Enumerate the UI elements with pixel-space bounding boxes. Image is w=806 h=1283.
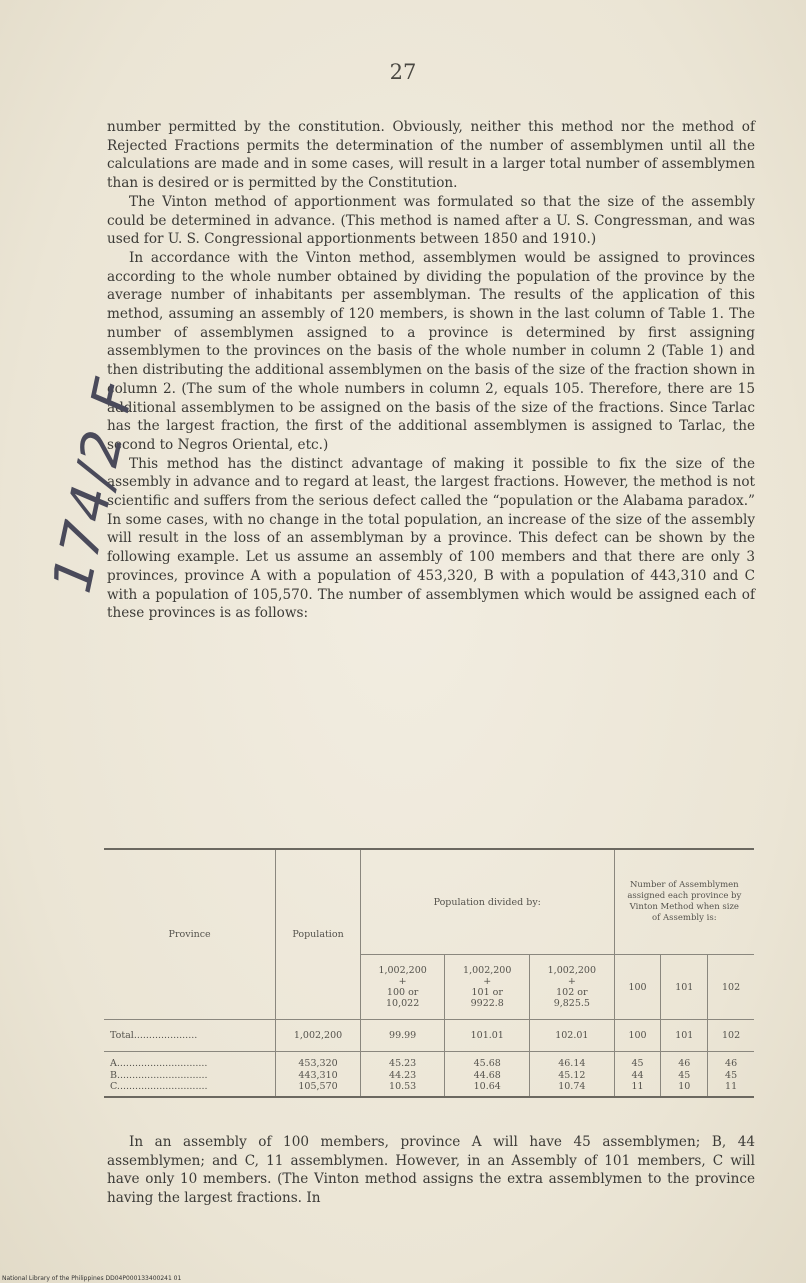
- header-population: Population: [276, 849, 361, 1020]
- paragraph-4: This method has the distinct advantage of making it possible to fix the size of the assembly in advance and to regard at least, the largest fractions. However, the method is not scientific and suffers from the serious defect called the “population or the Alabama paradox.” In some cases, with no change in the total population, an increase of the size of the assembly will result in the loss of an assemblyman by a province. This defect can be shown by the following example. Let us assume an assembly of 100 members and that there are only 3 provinces, province A with a population of 453,320, B with a population of 443,310 and C with a population of 105,570. The number of assemblymen which would be assigned each of these provinces is as follows:: [107, 455, 755, 622]
- header-number: Number of Assemblymen assigned each province by Vinton Method when size of Assembly is:: [614, 849, 754, 955]
- apportionment-table: [104, 848, 754, 1098]
- paragraph-2: The Vinton method of apportionment was formulated so that the size of the assembly could be determined in advance. (This method is named after a U. S. Congressman, and was used for U. S. Congressional apportionments between 1850 and 1910.): [107, 193, 755, 248]
- divisor-100: 1,002,200 + 100 or 10,022: [360, 955, 445, 1020]
- paragraph-after-table: In an assembly of 100 members, province A will have 45 assemblymen; B, 44 assemblymen; and C, 11 assemblymen. However, in an Assembly of 101 members, C will have only 10 members. (The Vinton method assigns the extra assemblymen to the province having the largest fractions. In: [107, 1134, 755, 1207]
- table-row: A.............................. 453,320 45.23 45.68 46.14 45 46 46: [104, 1052, 754, 1070]
- table-row: B.............................. 443,310 44.23 44.68 45.12 44 45 45: [104, 1069, 754, 1081]
- size-101: 101: [661, 955, 708, 1020]
- footer-stamp: National Library of the Philippines DD04P000133400241 01: [2, 1275, 182, 1282]
- page-number: 27: [389, 60, 417, 84]
- header-province: Province: [168, 929, 211, 940]
- paragraph-3: In accordance with the Vinton method, assemblymen would be assigned to provinces according to the whole number obtained by dividing the population of the province by the average number of inhabitants per assemblyman. The results of the application of this method, assuming an assembly of 120 members, is shown in the last column of Table 1. The number of assemblymen assigned to a province is determined by first assigning assemblymen to the provinces on the basis of the whole number in column 2 (Table 1) and then distributing the additional assemblymen on the basis of the size of the fraction shown in column 2. (The sum of the whole numbers in column 2, equals 105. Therefore, there are 15 additional assemblymen to be assigned on the basis of the size of the fractions. Since Tarlac has the largest fraction, the first of the additional assemblymen is assigned to Tarlac, the second to Negros Oriental, etc.): [107, 249, 755, 453]
- handwritten-margin-note: 174/2 F: [40, 371, 147, 599]
- paragraph-1: number permitted by the constitution. Obviously, neither this method nor the method of Rejected Fractions permits the determination of the number of assemblymen until all the calculations are made and in some cases, will result in a larger total number of assemblymen than is desired or is permitted by the Constitution.: [107, 119, 755, 192]
- table-row: C.............................. 105,570 10.53 10.64 10.74 11 10 11: [104, 1081, 754, 1097]
- text-block-top: [107, 118, 755, 623]
- text-block-bottom: [107, 1133, 755, 1208]
- table-row-total: Total..................... 1,002,200 99.99 101.01 102.01 100 101 102: [104, 1020, 754, 1052]
- size-102: 102: [708, 955, 754, 1020]
- divisor-101: 1,002,200 + 101 or 9922.8: [445, 955, 530, 1020]
- divisor-102: 1,002,200 + 102 or 9,825.5: [530, 955, 615, 1020]
- size-100: 100: [614, 955, 661, 1020]
- header-divided: Population divided by:: [360, 849, 614, 955]
